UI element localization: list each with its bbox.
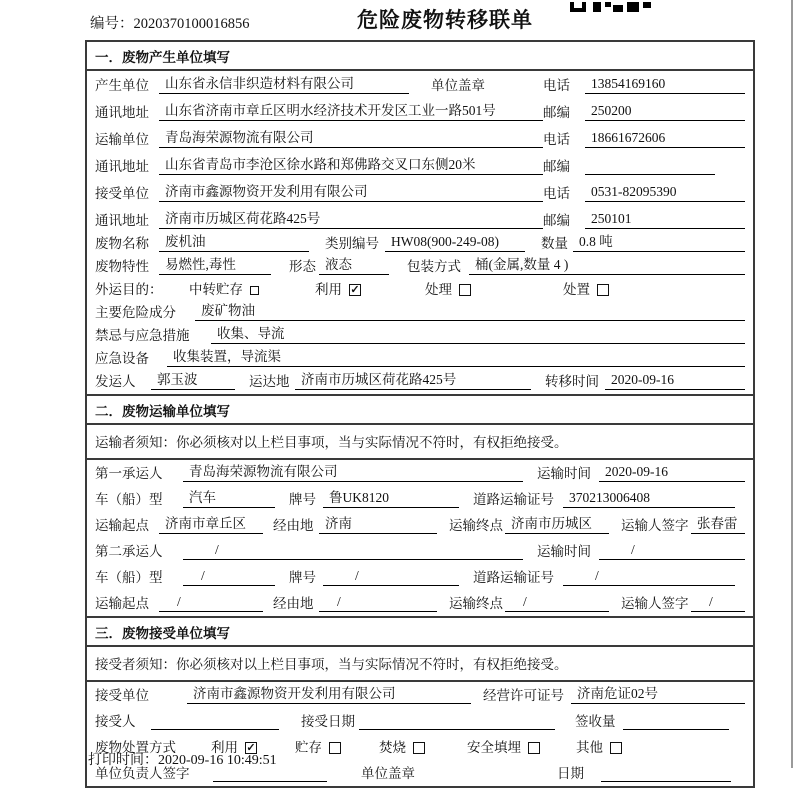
via-label: 经由地 — [273, 518, 314, 533]
row-route-2 — [87, 590, 753, 616]
transfer-date-label: 转移时间 — [545, 374, 599, 389]
quantity-value: 0.8 吨 — [573, 230, 745, 252]
producer-phone-value: 13854169160 — [585, 76, 745, 94]
transport-phone-value: 18661672606 — [585, 130, 745, 148]
field-label: 发运人 — [95, 374, 136, 389]
receive-date-label: 接受日期 — [301, 714, 355, 729]
document-number — [90, 12, 250, 33]
date-label: 日期 — [557, 766, 584, 781]
transporter-notice: 运输者须知：你必须核对以上栏目事项，当与实际情况不符时，有权拒绝接受。 — [87, 425, 753, 460]
zip-label: 邮编 — [543, 159, 570, 174]
field-label: 通讯地址 — [95, 213, 149, 228]
transfer-manifest-form — [85, 40, 755, 788]
road-permit-value: 370213006408 — [563, 490, 735, 508]
checkbox-label-other: 其他 — [576, 740, 603, 755]
row-receiver-person — [87, 708, 753, 734]
form-state-value: 液态 — [319, 253, 389, 275]
row-route-1 — [87, 512, 753, 538]
field-label: 接受人 — [95, 714, 136, 729]
receiver-zip-value: 250101 — [585, 211, 745, 229]
field-label: 运输起点 — [95, 518, 149, 533]
receiver-unit-value: 济南市鑫源物资开发利用有限公司 — [159, 180, 543, 202]
document-number-label: 编号： — [90, 16, 134, 32]
receiver-address-value: 济南市历城区荷花路425号 — [159, 207, 543, 229]
road-permit-2-value: / — [563, 568, 735, 586]
checkbox-label-utilize: 利用 — [315, 282, 342, 297]
checkbox-disposal-landfill — [528, 742, 540, 754]
main-hazard-value: 废矿物油 — [195, 299, 745, 321]
field-label: 车（船）型 — [95, 570, 163, 585]
checkbox-disposal-storage — [329, 742, 341, 754]
checkbox-label-incinerate: 焚烧 — [379, 740, 406, 755]
row-waste-property — [87, 256, 753, 279]
unit-seal-label: 单位盖章 — [431, 78, 485, 93]
receive-date-value — [359, 728, 555, 730]
received-amount-label: 签收量 — [575, 714, 616, 729]
origin-value: 济南市章丘区 — [159, 512, 263, 534]
checkbox-utilize — [349, 284, 361, 296]
destination-value: 济南市历城区荷花路425号 — [295, 368, 531, 390]
transport-time-label: 运输时间 — [537, 466, 591, 481]
row-receiver-unit — [87, 179, 753, 206]
checkbox-treat — [459, 284, 471, 296]
print-timestamp — [88, 749, 277, 769]
vehicle-type-2-value: / — [183, 568, 275, 586]
checkbox-disposal-incinerate — [413, 742, 425, 754]
field-label: 接受单位 — [95, 186, 149, 201]
field-label: 第二承运人 — [95, 544, 163, 559]
transport-time-2-value: / — [599, 542, 745, 560]
row-transport-unit — [87, 125, 753, 152]
row-receiving-unit — [87, 682, 753, 708]
second-carrier-value: / — [183, 542, 523, 560]
carrier-signature-value: 张春雷 — [691, 512, 745, 534]
checkbox-mark: ✓ — [350, 284, 360, 296]
row-vehicle-type-1 — [87, 486, 753, 512]
field-label: 接受单位 — [95, 688, 149, 703]
section-2-title: 二．废物运输单位填写 — [87, 394, 753, 425]
transfer-date-value: 2020-09-16 — [605, 372, 745, 390]
emergency-equipment-value: 收集装置，导流渠 — [167, 345, 745, 367]
field-label: 单位负责人签字 — [95, 766, 190, 781]
destination-label: 运达地 — [249, 374, 290, 389]
row-first-carrier — [87, 460, 753, 486]
received-amount-value — [623, 728, 729, 730]
row-receiver-address — [87, 206, 753, 233]
checkbox-label-transit-storage: 中转贮存 — [189, 282, 243, 297]
via-label: 经由地 — [273, 596, 314, 611]
document-number-value: 2020370100016856 — [133, 16, 250, 32]
checkbox-label-treat: 处理 — [425, 282, 452, 297]
vehicle-type-value: 汽车 — [183, 486, 275, 508]
road-permit-label: 道路运输证号 — [473, 492, 554, 507]
checkbox-mark: ✓ — [246, 742, 256, 754]
road-permit-label: 道路运输证号 — [473, 570, 554, 585]
row-producer-address — [87, 98, 753, 125]
row-vehicle-type-2 — [87, 564, 753, 590]
license-value: 济南危证02号 — [571, 682, 745, 704]
license-label: 经营许可证号 — [483, 688, 564, 703]
checkbox-label-landfill: 安全填埋 — [467, 740, 521, 755]
field-label: 废物名称 — [95, 236, 149, 251]
phone-label: 电话 — [543, 186, 570, 201]
disposal-method-label: 废物处置方式 — [95, 740, 176, 755]
transport-address-value: 山东省青岛市李沧区徐水路和郑佛路交叉口东侧20米 — [159, 153, 543, 175]
contraindication-value: 收集、导流 — [211, 322, 745, 344]
phone-label: 电话 — [543, 78, 570, 93]
field-label: 废物特性 — [95, 259, 149, 274]
receiver-notice: 接受者须知：你必须核对以上栏目事项，当与实际情况不符时，有权拒绝接受。 — [87, 647, 753, 682]
responsible-signature-value — [213, 780, 327, 782]
first-carrier-value: 青岛海荣源物流有限公司 — [183, 460, 523, 482]
section-3-title: 三．废物接受单位填写 — [87, 616, 753, 647]
field-label: 应急设备 — [95, 351, 149, 366]
transport-unit-value: 青岛海荣源物流有限公司 — [159, 126, 543, 148]
field-label: 产生单位 — [95, 78, 149, 93]
receiver-person-value — [151, 728, 279, 730]
waste-property-value: 易燃性,毒性 — [159, 253, 271, 275]
via-value: 济南 — [319, 512, 437, 534]
row-producer-unit — [87, 71, 753, 98]
document-title: 危险废物转移联单 — [357, 8, 533, 32]
field-label: 运输单位 — [95, 132, 149, 147]
endpoint-label: 运输终点 — [449, 596, 503, 611]
category-code-value: HW08(900-249-08) — [385, 234, 525, 252]
field-label: 主要危险成分 — [95, 305, 176, 320]
via-2-value: / — [319, 594, 437, 612]
zip-label: 邮编 — [543, 213, 570, 228]
checkbox-transit-storage — [250, 286, 259, 295]
form-state-label: 形态 — [289, 259, 316, 274]
zip-label: 邮编 — [543, 105, 570, 120]
section-1-title: 一．废物产生单位填写 — [87, 42, 753, 71]
plate-label: 牌号 — [289, 492, 316, 507]
producer-unit-value: 山东省永信非织造材料有限公司 — [159, 72, 409, 94]
phone-label: 电话 — [543, 132, 570, 147]
print-timestamp-value: 2020-09-16 10:49:51 — [158, 753, 277, 768]
carrier-signature-label: 运输人签字 — [621, 518, 689, 533]
carrier-signature-2-value: / — [691, 594, 745, 612]
transport-time-value: 2020-09-16 — [599, 464, 745, 482]
carrier-signature-label: 运输人签字 — [621, 596, 689, 611]
row-shipper — [87, 371, 753, 394]
waste-name-value: 废机油 — [159, 230, 309, 252]
qr-code-fragment-icon — [570, 0, 652, 18]
checkbox-dispose — [597, 284, 609, 296]
row-transport-address — [87, 152, 753, 179]
checkbox-label-utilize: 利用 — [211, 740, 238, 755]
field-label: 通讯地址 — [95, 159, 149, 174]
receiving-unit-value: 济南市鑫源物资开发利用有限公司 — [187, 682, 471, 704]
field-label: 禁忌与应急措施 — [95, 328, 190, 343]
producer-zip-value: 250200 — [585, 103, 745, 121]
plate-2-value: / — [323, 568, 459, 586]
field-label: 第一承运人 — [95, 466, 163, 481]
field-label: 通讯地址 — [95, 105, 149, 120]
field-label: 运输起点 — [95, 596, 149, 611]
print-timestamp-label: 打印时间： — [88, 753, 158, 768]
receiver-phone-value: 0531-82095390 — [585, 184, 745, 202]
origin-2-value: / — [159, 594, 263, 612]
packaging-label: 包装方式 — [407, 259, 461, 274]
row-second-carrier — [87, 538, 753, 564]
field-label: 车（船）型 — [95, 492, 163, 507]
producer-address-value: 山东省济南市章丘区明水经济技术开发区工业一路501号 — [159, 99, 543, 121]
checkbox-label-storage: 贮存 — [295, 740, 322, 755]
transfer-purpose-label: 外运目的： — [95, 282, 163, 297]
packaging-value: 桶(金属,数量 4 ) — [469, 253, 745, 275]
date-value — [601, 780, 731, 782]
transport-time-label: 运输时间 — [537, 544, 591, 559]
quantity-label: 数量 — [541, 236, 568, 251]
endpoint-label: 运输终点 — [449, 518, 503, 533]
transport-zip-value — [585, 173, 715, 175]
page-edge-divider — [791, 0, 793, 768]
endpoint-2-value: / — [505, 594, 609, 612]
unit-seal-label: 单位盖章 — [361, 766, 415, 781]
shipper-value: 郭玉波 — [151, 368, 235, 390]
checkbox-disposal-other — [610, 742, 622, 754]
endpoint-value: 济南市历城区 — [505, 512, 609, 534]
plate-label: 牌号 — [289, 570, 316, 585]
checkbox-label-dispose: 处置 — [563, 282, 590, 297]
plate-value: 鲁UK8120 — [323, 486, 459, 508]
category-code-label: 类别编号 — [325, 236, 379, 251]
